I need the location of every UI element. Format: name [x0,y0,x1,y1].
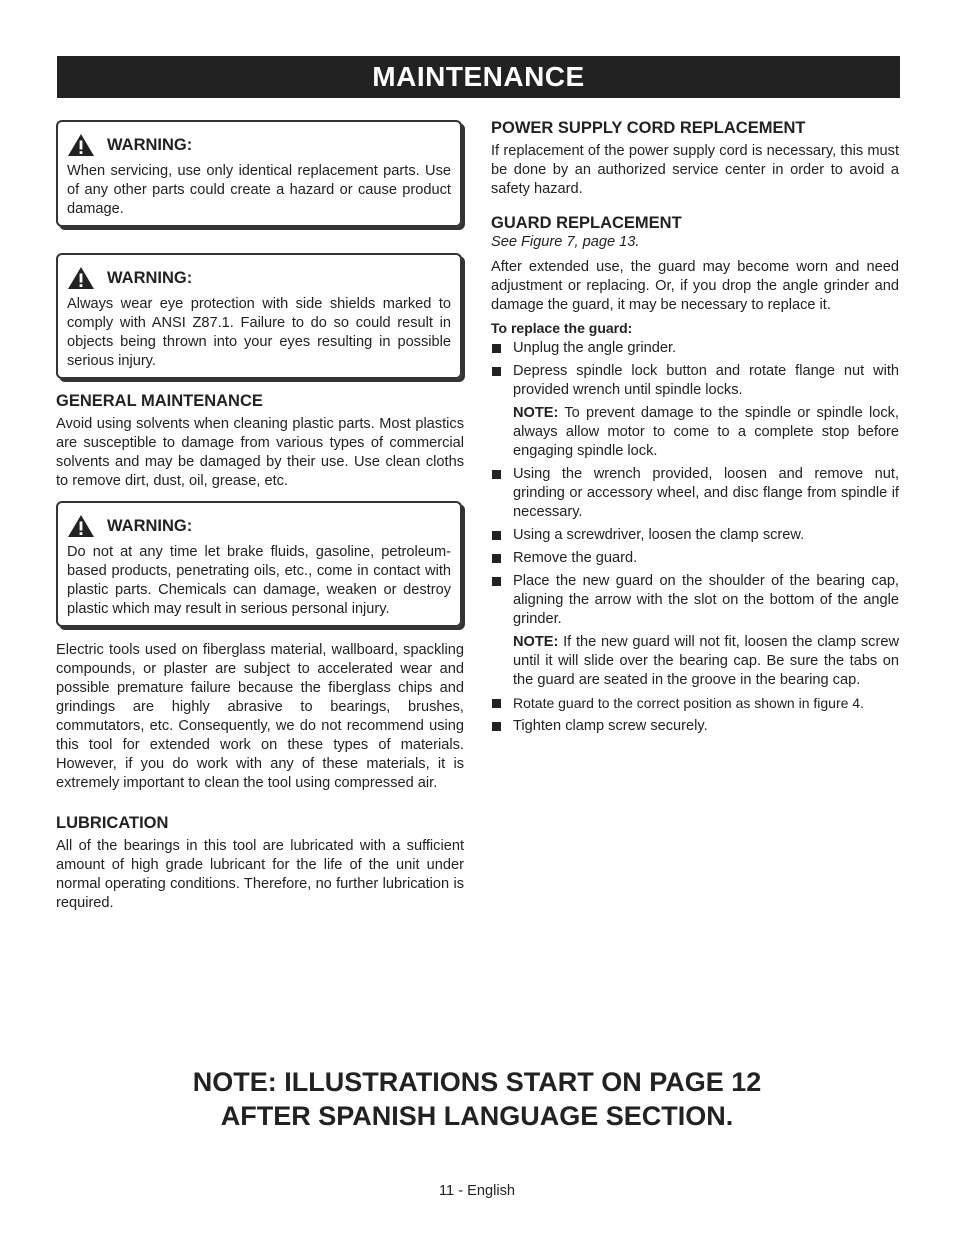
general-maintenance-text: Avoid using solvents when cleaning plastic parts. Most plastics are susceptible to damage from various types of commercial solvents and may be damaged by their use. Use clean cloths to remove dirt, dust, oil, grease, etc. [56,416,464,489]
guard-steps-final [491,694,899,736]
note-spindle-lock: NOTE: To prevent damage to the spindle or spindle lock, always allow motor to come to a complete stop before engaging spindle lock. [513,405,899,459]
warning-text: When servicing, use only identical replacement parts. Use of any other parts could create a hazard or cause product damage. [67,163,451,217]
right-column [491,118,899,740]
list-item: Using the wrench provided, loosen and remove nut, grinding or accessory wheel, and disc flange from spindle if necessary. [491,465,899,522]
warning-text: Always wear eye protection with side shields marked to comply with ANSI Z87.1. Failure to do so could result in objects being thrown into your eyes resulting in possible serious injury. [67,296,451,369]
power-cord-text: If replacement of the power supply cord is necessary, this must be done by an authorized service center in order to avoid a safety hazard. [491,143,899,197]
left-column [56,120,464,913]
warning-triangle-icon [67,133,95,157]
list-item: Unplug the angle grinder. [491,339,899,358]
bullet-square-icon [492,554,501,563]
warning-header [67,266,451,290]
warning-triangle-icon [67,266,95,290]
warning-box-1 [56,120,462,227]
list-item: Place the new guard on the shoulder of the bearing cap, aligning the arrow with the slot on the bottom of the angle grinder. [491,572,899,629]
fiberglass-paragraph: Electric tools used on fiberglass material, wallboard, spackling compounds, or plaster are subject to accelerated wear and possible premature failure because the fiberglass chips and grindings are highly abrasive to bearings, brushes, commutators, etc. Consequently, we do not recommend using this tool for extended work on these types of materials. However, if you do work with any of these materials, it is extremely important to clean the tool using compressed air. [56,642,464,791]
bullet-square-icon [492,367,501,376]
warning-triangle-icon [67,514,95,538]
bullet-square-icon [492,699,501,708]
page-number: 11 - English [439,1183,515,1199]
warning-label: WARNING: [107,516,193,535]
warning-box-2 [56,253,462,379]
illustrations-note-line2: AFTER SPANISH LANGUAGE SECTION. [220,1101,734,1131]
guard-subheading: To replace the guard: [491,320,633,336]
list-item: Using a screwdriver, loosen the clamp screw. [491,526,899,545]
warning-label: WARNING: [107,135,193,154]
guard-steps [491,339,899,400]
lubrication-text: All of the bearings in this tool are lubricated with a sufficient amount of high grade lubricant for the life of the unit under normal operating conditions. Therefore, no further lubrication is required. [56,838,464,911]
page-title: MAINTENANCE [57,56,900,98]
general-maintenance-heading: GENERAL MAINTENANCE [56,392,263,410]
warning-header [67,514,451,538]
power-cord-heading: POWER SUPPLY CORD REPLACEMENT [491,119,806,137]
bullet-square-icon [492,344,501,353]
warning-label: WARNING: [107,268,193,287]
warning-box-3 [56,501,462,627]
bullet-square-icon [492,722,501,731]
lubrication-heading: LUBRICATION [56,814,169,832]
bullet-square-icon [492,470,501,479]
guard-text: After extended use, the guard may become worn and need adjustment or replacing. Or, if you drop the angle grinder and damage the guard, it may be necessary to replace it. [491,259,899,313]
guard-steps-continued [491,465,899,629]
warning-text: Do not at any time let brake fluids, gasoline, petroleum-based products, penetrating oils, etc., come in contact with plastic parts. Chemicals can damage, weaken or destroy plastic which may result in serious personal injury. [67,544,451,617]
note-guard-fit: NOTE: If the new guard will not fit, loosen the clamp screw until it will slide over the bearing cap. Be sure the tabs on the guard are seated in the groove in the bearing cap. [513,634,899,688]
warning-header [67,133,451,157]
bullet-square-icon [492,531,501,540]
list-item: Remove the guard. [491,549,899,568]
illustrations-note-line1: NOTE: ILLUSTRATIONS START ON PAGE 12 [192,1067,762,1097]
figure-reference: See Figure 7, page 13. [491,234,640,250]
list-item: Rotate guard to the correct position as shown in figure 4. [491,694,899,713]
list-item: Tighten clamp screw securely. [491,717,899,736]
bullet-square-icon [492,577,501,586]
list-item: Depress spindle lock button and rotate flange nut with provided wrench until spindle locks. [491,362,899,400]
illustrations-note [0,1065,954,1133]
guard-heading: GUARD REPLACEMENT [491,214,682,232]
